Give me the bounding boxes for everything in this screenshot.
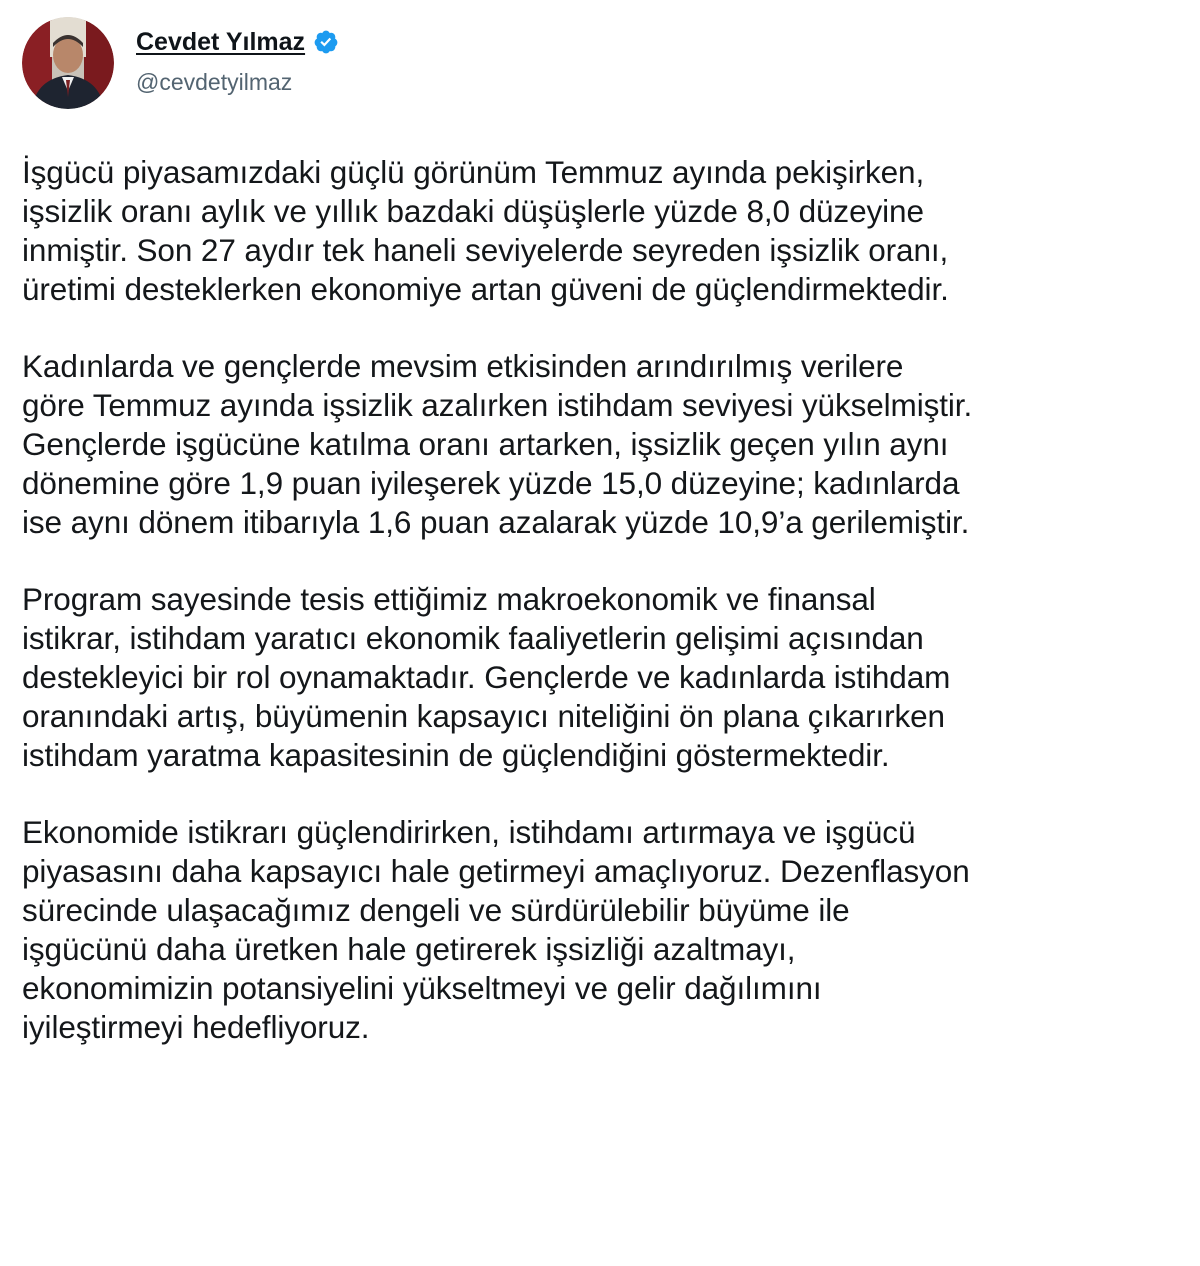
text-line: istikrar, istihdam yaratıcı ekonomik faaliyetlerin gelişimi açısından [22, 620, 924, 656]
text-line: dönemine göre 1,9 puan iyileşerek yüzde 15,0 düzeyine; kadınlarda [22, 465, 960, 501]
tweet-paragraph-3 [22, 580, 1192, 775]
text-line: destekleyici bir rol oynamaktadır. Gençlerde ve kadınlarda istihdam [22, 659, 951, 695]
text-line: işsizlik oranı aylık ve yıllık bazdaki düşüşlerle yüzde 8,0 düzeyine [22, 193, 924, 229]
verified-badge-icon [313, 29, 339, 55]
tweet-paragraph-1 [22, 153, 1192, 309]
text-line: ise aynı dönem itibarıyla 1,6 puan azalarak yüzde 10,9’a gerilemiştir. [22, 504, 970, 540]
text-line: işgücünü daha üretken hale getirerek işsizliği azaltmayı, [22, 931, 796, 967]
text-line: piyasasını daha kapsayıcı hale getirmeyi amaçlıyoruz. Dezenflasyon [22, 853, 970, 889]
avatar[interactable] [22, 17, 114, 109]
tweet-paragraph-2 [22, 347, 1192, 542]
tweet-text [22, 153, 1192, 1085]
text-line: Program sayesinde tesis ettiğimiz makroekonomik ve finansal [22, 581, 876, 617]
tweet-paragraph-4 [22, 813, 1192, 1047]
text-line: Kadınlarda ve gençlerde mevsim etkisinden arındırılmış verilere [22, 348, 904, 384]
text-line: sürecinde ulaşacağımız dengeli ve sürdürülebilir büyüme ile [22, 892, 850, 928]
text-line: istihdam yaratma kapasitesinin de güçlendiğini göstermektedir. [22, 737, 890, 773]
author-name-link[interactable]: Cevdet Yılmaz [136, 27, 306, 56]
text-line: Ekonomide istikrarı güçlendirirken, istihdamı artırmaya ve işgücü [22, 814, 916, 850]
text-line: üretimi desteklerken ekonomiye artan güveni de güçlendirmektedir. [22, 271, 949, 307]
author-handle-link[interactable]: @cevdetyilmaz [136, 69, 293, 95]
author-identity [136, 25, 339, 96]
text-line: ekonomimizin potansiyelini yükseltmeyi ve gelir dağılımını [22, 970, 822, 1006]
text-line: iyileştirmeyi hedefliyoruz. [22, 1009, 370, 1045]
name-row [136, 25, 339, 59]
text-line: Gençlerde işgücüne katılma oranı artarken, işsizlik geçen yılın aynı [22, 426, 949, 462]
text-line: oranındaki artış, büyümenin kapsayıcı niteliğini ön plana çıkarırken [22, 698, 945, 734]
tweet-header [22, 17, 339, 112]
text-line: göre Temmuz ayında işsizlik azalırken istihdam seviyesi yükselmiştir. [22, 387, 973, 423]
text-line: inmiştir. Son 27 aydır tek haneli seviyelerde seyreden işsizlik oranı, [22, 232, 949, 268]
text-line: İşgücü piyasamızdaki güçlü görünüm Temmuz ayında pekişirken, [22, 154, 925, 190]
avatar-portrait-icon [22, 17, 114, 109]
